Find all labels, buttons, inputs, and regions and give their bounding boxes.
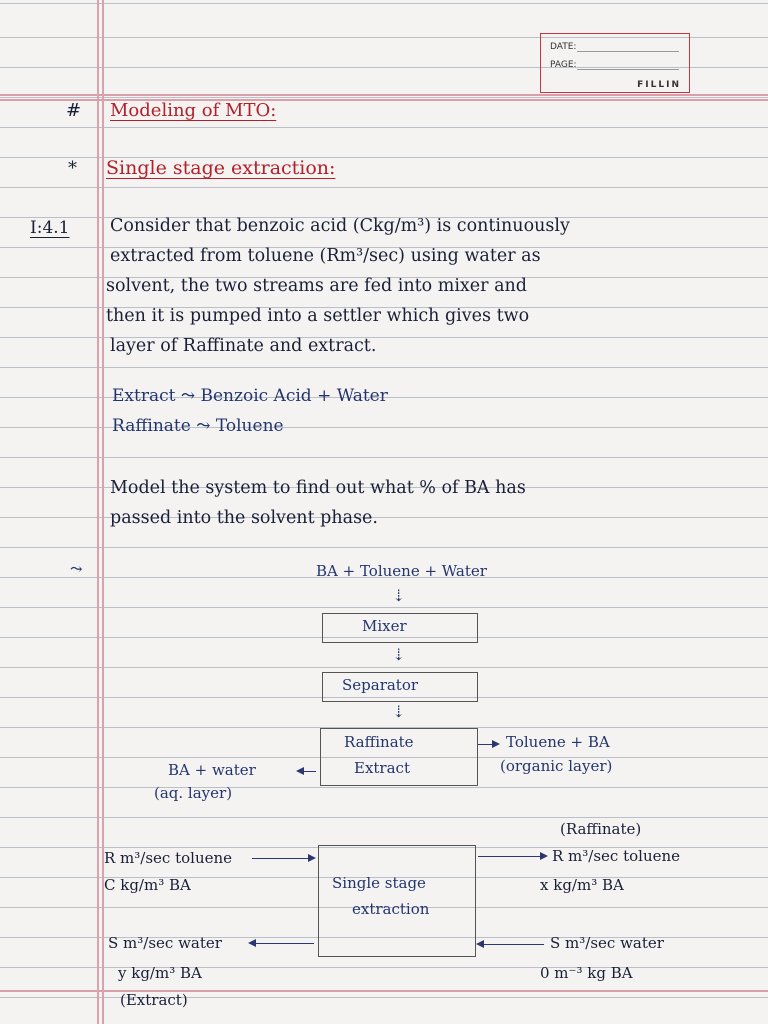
feed-toluene-label: R m³/sec toluene (104, 849, 233, 867)
raffinate-tag: (Raffinate) (560, 820, 642, 838)
aqueous-layer-label: (aq. layer) (154, 784, 233, 802)
page-title: Modeling of MTO: (110, 100, 277, 121)
problem-line: extracted from toluene (Rm³/sec) using water as (110, 246, 541, 266)
down-squiggle-arrow: ⇣ (392, 586, 406, 605)
header-rule (0, 94, 768, 96)
feed-ba-label: C kg/m³ BA (104, 876, 191, 894)
raffinate-label: Raffinate (344, 733, 414, 751)
solvent-ba-label: 0 m⁻³ kg BA (540, 964, 633, 982)
page-line (577, 69, 679, 70)
margin-line (97, 0, 99, 1024)
extract-out-arrow (298, 771, 316, 772)
section-title: Single stage extraction: (106, 157, 336, 179)
problem-line: then it is pumped into a settler which gives two (106, 306, 530, 326)
margin-line (102, 0, 104, 1024)
problem-line: layer of Raffinate and extract. (110, 336, 377, 356)
mixer-label: Mixer (362, 617, 407, 635)
problem-line: Consider that benzoic acid (Ckg/m³) is continuously (110, 216, 570, 236)
date-label: DATE: (550, 42, 577, 52)
extract-tag: (Extract) (120, 991, 188, 1009)
brand-logo: FILLIN (637, 80, 681, 90)
task-line: passed into the solvent phase. (110, 508, 378, 528)
footer-rule (0, 990, 768, 992)
stage-label-line2: extraction (352, 900, 430, 918)
task-line: Model the system to find out what % of BA has (110, 478, 526, 498)
page-label: PAGE: (550, 60, 577, 70)
feed-in-arrow (252, 858, 314, 859)
heading-marker: # (66, 100, 82, 121)
date-page-box (540, 33, 690, 93)
separator-label: Separator (342, 676, 419, 694)
raffinate-product-arrow (478, 856, 546, 857)
flow-feed-label: BA + Toluene + Water (316, 562, 487, 580)
raffinate-toluene-label: R m³/sec toluene (552, 847, 681, 865)
organic-layer-label: (organic layer) (500, 757, 613, 775)
date-line (577, 51, 679, 52)
solvent-in-arrow (478, 944, 544, 945)
example-label: I:4.1 (30, 218, 70, 238)
raffinate-ba-label: x kg/m³ BA (540, 876, 624, 894)
extract-water-label: S m³/sec water (108, 934, 222, 952)
solvent-water-label: S m³/sec water (550, 934, 664, 952)
extract-product-arrow (250, 943, 314, 944)
definition-extract: Extract ⤳ Benzoic Acid + Water (112, 386, 388, 406)
stage-label-line1: Single stage (332, 874, 426, 892)
raffinate-out-arrow (478, 744, 498, 745)
organic-stream-label: Toluene + BA (506, 733, 610, 751)
problem-line: solvent, the two streams are fed into mixer and (106, 276, 527, 296)
definition-raffinate: Raffinate ⤳ Toluene (112, 416, 284, 436)
extract-ba-label: y kg/m³ BA (118, 964, 202, 982)
flow-marker: ⤳ (70, 560, 83, 578)
aqueous-stream-label: BA + water (168, 761, 256, 779)
down-squiggle-arrow: ⇣ (392, 702, 406, 721)
subheading-marker: * (68, 158, 77, 179)
extract-label: Extract (354, 759, 410, 777)
down-squiggle-arrow: ⇣ (392, 645, 406, 664)
